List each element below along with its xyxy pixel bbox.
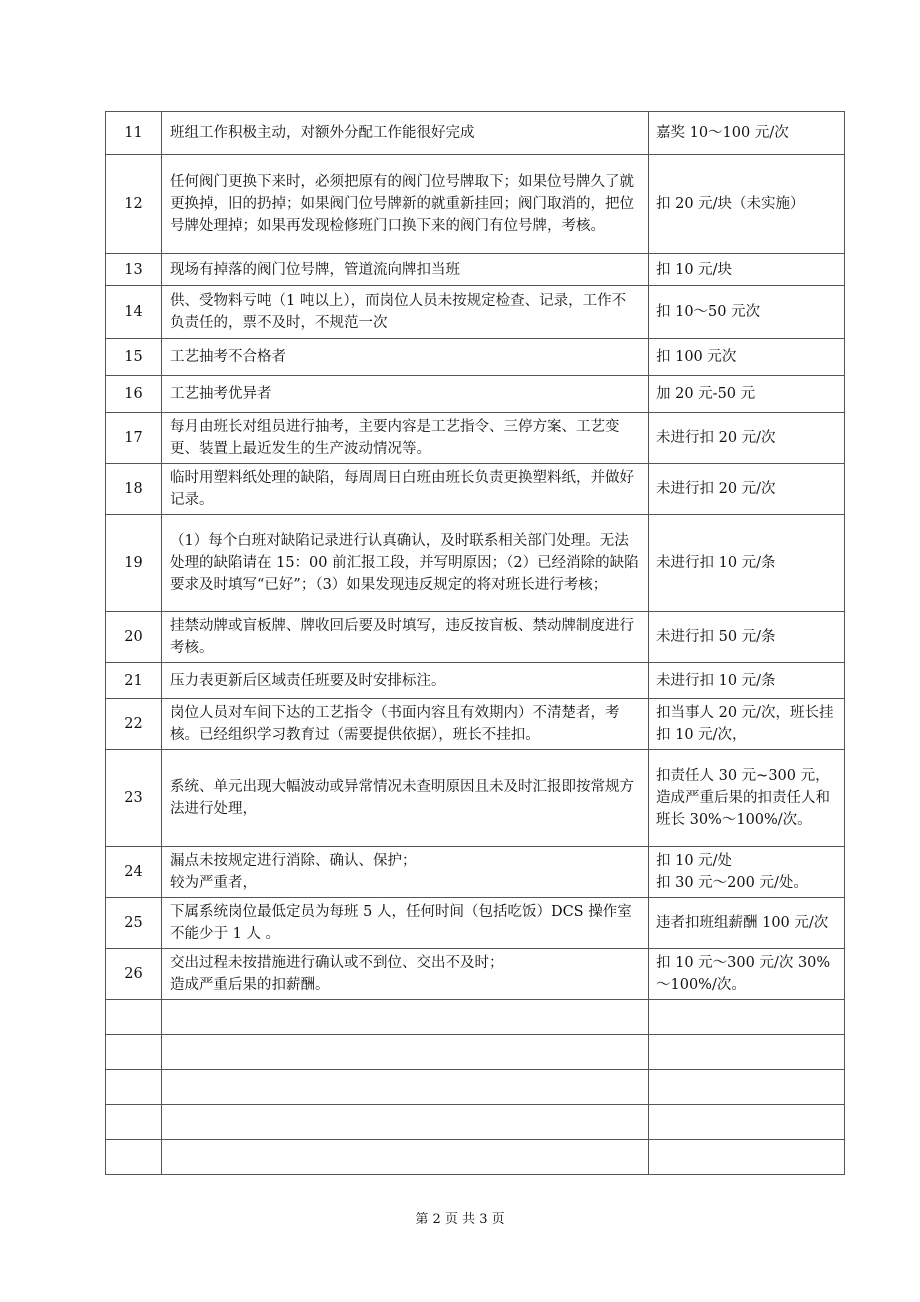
rule-content: 工艺抽考不合格者 <box>162 339 649 376</box>
rule-content <box>162 1070 649 1105</box>
row-number: 11 <box>106 112 162 155</box>
table-row <box>106 898 845 949</box>
table-row <box>106 1140 845 1175</box>
rule-content: 每月由班长对组员进行抽考，主要内容是工艺指令、三停方案、工艺变更、装置上最近发生的生产波动情况等。 <box>162 413 649 464</box>
table-row <box>106 155 845 254</box>
penalty-cell: 扣 10 元/块 <box>649 254 845 286</box>
row-number: 16 <box>106 376 162 413</box>
row-number: 26 <box>106 949 162 1000</box>
row-number: 25 <box>106 898 162 949</box>
rule-content: （1）每个白班对缺陷记录进行认真确认，及时联系相关部门处理。无法处理的缺陷请在 15：00 前汇报工段，并写明原因；（2）已经消除的缺陷要求及时填写“已好”；（3）如果发现违反规定的将对班长进行考核； <box>162 515 649 612</box>
table-row <box>106 699 845 750</box>
table-row <box>106 847 845 898</box>
table-row <box>106 413 845 464</box>
rule-content: 挂禁动牌或盲板牌、牌收回后要及时填写，违反按盲板、禁动牌制度进行考核。 <box>162 612 649 663</box>
table-row <box>106 112 845 155</box>
row-number: 17 <box>106 413 162 464</box>
penalty-cell: 扣 10～50 元次 <box>649 286 845 339</box>
row-number: 24 <box>106 847 162 898</box>
penalty-cell: 扣 100 元次 <box>649 339 845 376</box>
rule-content: 下属系统岗位最低定员为每班 5 人，任何时间（包括吃饭）DCS 操作室不能少于 1 人 。 <box>162 898 649 949</box>
row-number: 22 <box>106 699 162 750</box>
rule-content: 漏点未按规定进行消除、确认、保护； 较为严重者， <box>162 847 649 898</box>
row-number: 13 <box>106 254 162 286</box>
row-number <box>106 1000 162 1035</box>
table-row <box>106 949 845 1000</box>
table-row <box>106 254 845 286</box>
row-number: 21 <box>106 663 162 699</box>
penalty-cell: 加 20 元-50 元 <box>649 376 845 413</box>
rule-content: 岗位人员对车间下达的工艺指令（书面内容且有效期内）不清楚者，考核。已经组织学习教育过（需要提供依据），班长不挂扣。 <box>162 699 649 750</box>
penalty-cell <box>649 1070 845 1105</box>
rule-content <box>162 1140 649 1175</box>
rules-table <box>105 111 845 1175</box>
rule-content <box>162 1035 649 1070</box>
row-number: 20 <box>106 612 162 663</box>
table-row <box>106 750 845 847</box>
table-row <box>106 663 845 699</box>
row-number: 23 <box>106 750 162 847</box>
penalty-cell: 扣 10 元～300 元/次 30%～100%/次。 <box>649 949 845 1000</box>
penalty-cell: 扣当事人 20 元/次，班长挂扣 10 元/次， <box>649 699 845 750</box>
rule-content: 供、受物料亏吨（1 吨以上），而岗位人员未按规定检查、记录，工作不负责任的，票不及时，不规范一次 <box>162 286 649 339</box>
rule-content: 交出过程未按措施进行确认或不到位、交出不及时； 造成严重后果的扣薪酬。 <box>162 949 649 1000</box>
rule-content: 任何阀门更换下来时，必须把原有的阀门位号牌取下；如果位号牌久了就更换掉，旧的扔掉；如果阀门位号牌新的就重新挂回；阀门取消的，把位号牌处理掉；如果再发现检修班门口换下来的阀门有位号牌，考核。 <box>162 155 649 254</box>
penalty-cell <box>649 1000 845 1035</box>
rule-content: 现场有掉落的阀门位号牌，管道流向牌扣当班 <box>162 254 649 286</box>
table-row <box>106 612 845 663</box>
table-row <box>106 464 845 515</box>
penalty-cell: 未进行扣 10 元/条 <box>649 515 845 612</box>
rule-content: 临时用塑料纸处理的缺陷，每周周日白班由班长负责更换塑料纸，并做好记录。 <box>162 464 649 515</box>
penalty-cell: 扣 10 元/处 扣 30 元～200 元/处。 <box>649 847 845 898</box>
rule-content: 压力表更新后区域责任班要及时安排标注。 <box>162 663 649 699</box>
penalty-cell: 未进行扣 10 元/条 <box>649 663 845 699</box>
penalty-cell: 扣责任人 30 元~300 元，造成严重后果的扣责任人和班长 30%～100%/次。 <box>649 750 845 847</box>
table-row <box>106 1000 845 1035</box>
table-row <box>106 1070 845 1105</box>
row-number: 15 <box>106 339 162 376</box>
penalty-cell: 嘉奖 10～100 元/次 <box>649 112 845 155</box>
rule-content: 工艺抽考优异者 <box>162 376 649 413</box>
table-row <box>106 1035 845 1070</box>
row-number: 19 <box>106 515 162 612</box>
table-row <box>106 1105 845 1140</box>
row-number: 12 <box>106 155 162 254</box>
rule-content: 班组工作积极主动，对额外分配工作能很好完成 <box>162 112 649 155</box>
penalty-cell <box>649 1105 845 1140</box>
table-row <box>106 286 845 339</box>
table-row <box>106 376 845 413</box>
penalty-cell: 未进行扣 20 元/次 <box>649 464 845 515</box>
penalty-cell <box>649 1035 845 1070</box>
rule-content <box>162 1000 649 1035</box>
penalty-cell: 扣 20 元/块（未实施） <box>649 155 845 254</box>
table-row <box>106 339 845 376</box>
row-number <box>106 1140 162 1175</box>
row-number: 14 <box>106 286 162 339</box>
penalty-cell: 未进行扣 50 元/条 <box>649 612 845 663</box>
rule-content: 系统、单元出现大幅波动或异常情况未查明原因且未及时汇报即按常规方法进行处理， <box>162 750 649 847</box>
row-number <box>106 1105 162 1140</box>
row-number <box>106 1070 162 1105</box>
page-footer: 第 2 页 共 3 页 <box>415 1212 505 1227</box>
row-number: 18 <box>106 464 162 515</box>
penalty-cell <box>649 1140 845 1175</box>
penalty-cell: 违者扣班组薪酬 100 元/次 <box>649 898 845 949</box>
table-row <box>106 515 845 612</box>
penalty-cell: 未进行扣 20 元/次 <box>649 413 845 464</box>
rule-content <box>162 1105 649 1140</box>
row-number <box>106 1035 162 1070</box>
